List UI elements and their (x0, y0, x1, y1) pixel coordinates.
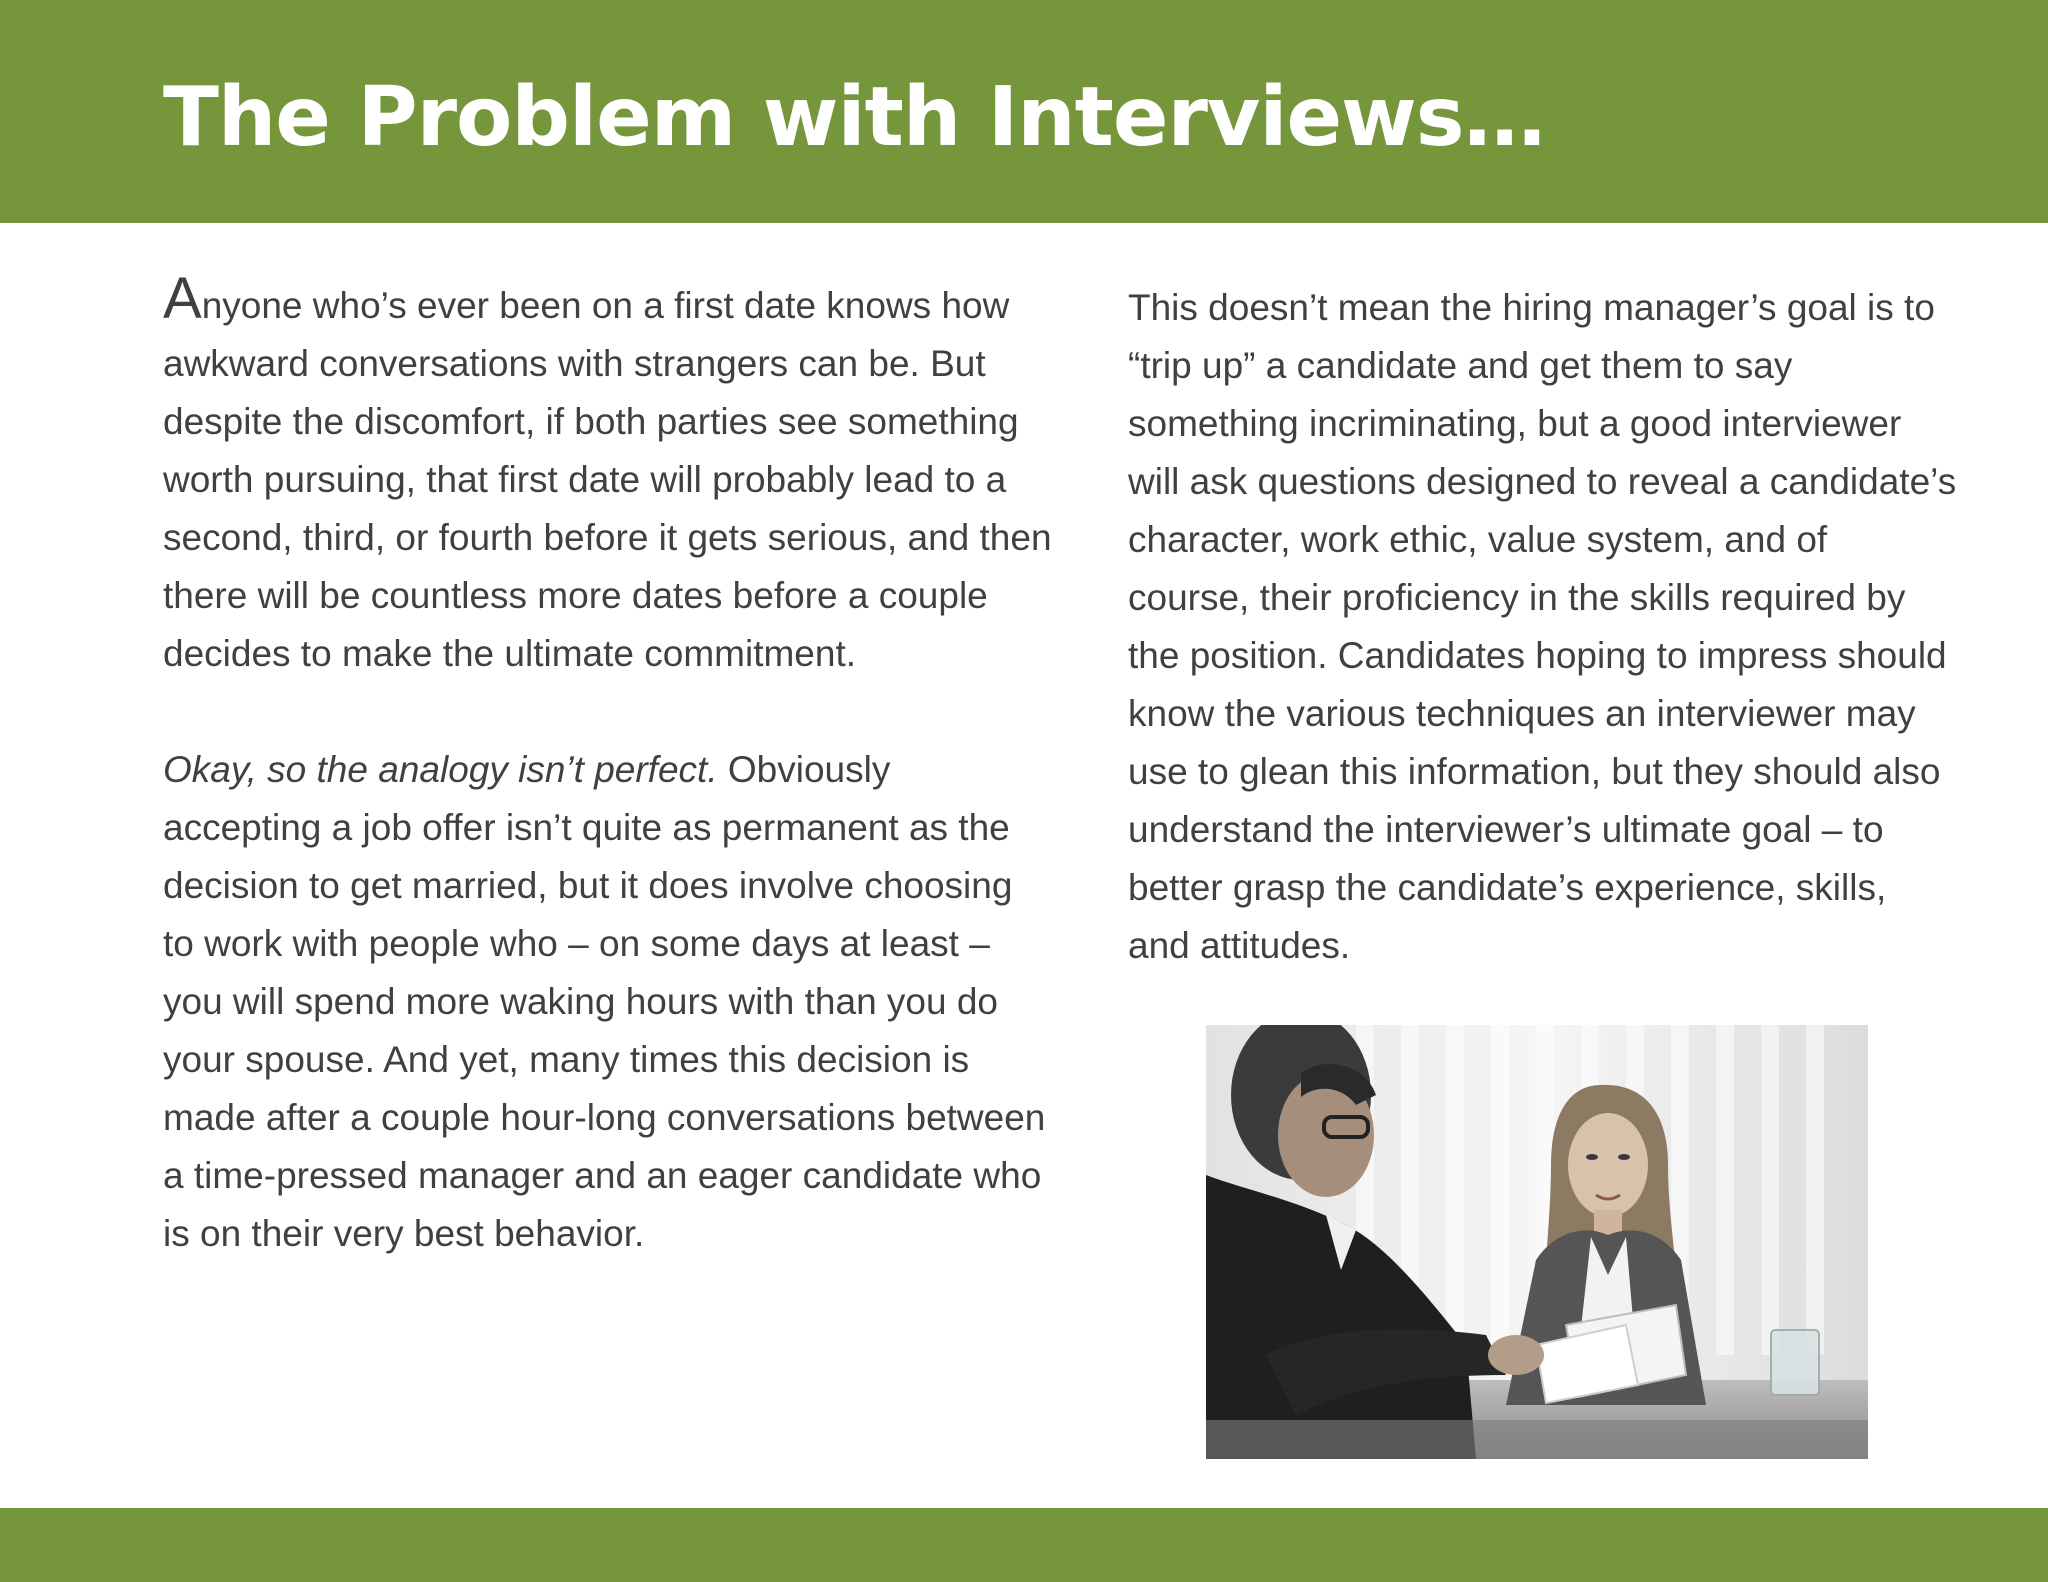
drop-initial: A (163, 266, 202, 331)
left-paragraph-2 (163, 741, 1053, 1263)
interview-photo (1206, 1025, 1868, 1459)
left-paragraph-2-text: Obviously accepting a job offer isn’t quite as permanent as the decision to get married, but it does involve choosing to work with people who – on some days at least – you will spend more waking hours with than you do your spouse. And yet, many times this decision is made after a couple hour-long conversations between a time-pressed manager and an eager candidate who is on their very best behavior. (163, 749, 1046, 1254)
footer-band (0, 1508, 2048, 1582)
page-title: The Problem with Interviews… (163, 70, 1545, 165)
left-paragraph-1 (163, 266, 1053, 683)
analogy-italic-text: Okay, so the analogy isn’t perfect. (163, 749, 718, 790)
left-paragraph-1-text: nyone who’s ever been on a first date knows how awkward conversations with strangers can be. But despite the discomfort, if both parties see something worth pursuing, that first date will probably lead to a second, third, or fourth before it gets serious, and then there will be countless more dates before a couple decides to make the ultimate commitment. (163, 285, 1052, 674)
right-column (1128, 279, 1958, 975)
right-paragraph-1: This doesn’t mean the hiring manager’s goal is to “trip up” a candidate and get them to say something incriminating, but a good interviewer will ask questions designed to reveal a candidate’s character, work ethic, value system, and of course, their proficiency in the skills required by the position. Candidates hoping to impress should know the various techniques an interviewer may use to glean this information, but they should also understand the interviewer’s ultimate goal – to better grasp the candidate’s experience, skills, and attitudes. (1128, 287, 1957, 966)
left-column (163, 266, 1053, 1263)
